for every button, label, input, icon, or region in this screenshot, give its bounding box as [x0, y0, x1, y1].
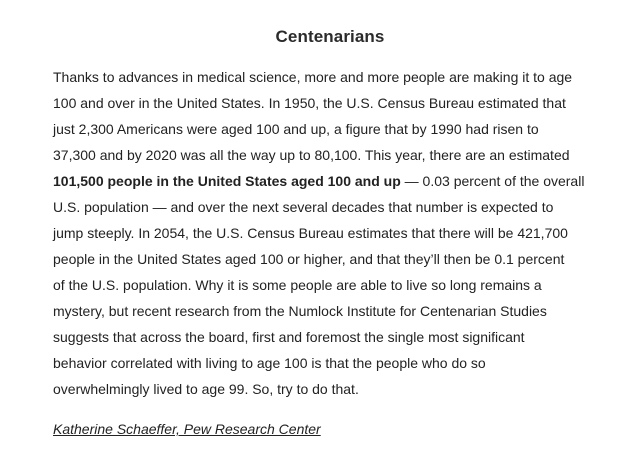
- paragraph-line: behavior correlated with living to age 100 is that the people who do so: [53, 355, 486, 371]
- attribution-link[interactable]: Katherine Schaeffer, Pew Research Center: [53, 421, 321, 437]
- paragraph-line-highlight: [53, 168, 613, 194]
- paragraph-line: overwhelmingly lived to age 99. So, try to do that.: [53, 381, 359, 397]
- paragraph-line: Thanks to advances in medical science, more and more people are making it to age: [53, 69, 573, 85]
- paragraph-line: just 2,300 Americans were aged 100 and up, a figure that by 1990 had risen to: [53, 121, 539, 137]
- body-paragraph: [53, 64, 613, 402]
- paragraph-line: jump steeply. In 2054, the U.S. Census Bureau estimates that there will be 421,700: [53, 225, 568, 241]
- document-title: Centenarians: [275, 27, 385, 46]
- paragraph-line: 100 and over in the United States. In 1950, the U.S. Census Bureau estimated that: [53, 95, 566, 111]
- bold-statistic: 101,500 people in the United States aged 100 and up: [53, 173, 401, 189]
- paragraph-line: of the U.S. population. Why it is some people are able to live so long remains a: [53, 277, 542, 293]
- paragraph-line: people in the United States aged 100 or higher, and that they’ll then be 0.1 percent: [53, 251, 565, 267]
- paragraph-line: U.S. population — and over the next several decades that number is expected to: [53, 199, 554, 215]
- paragraph-line: 37,300 and by 2020 was all the way up to 80,100. This year, there are an estimated: [53, 147, 570, 163]
- paragraph-line: suggests that across the board, first and foremost the single most significant: [53, 329, 525, 345]
- bold-line-rest: — 0.03 percent of the overall: [400, 173, 585, 189]
- paragraph-line: mystery, but recent research from the Numlock Institute for Centenarian Studies: [53, 303, 547, 319]
